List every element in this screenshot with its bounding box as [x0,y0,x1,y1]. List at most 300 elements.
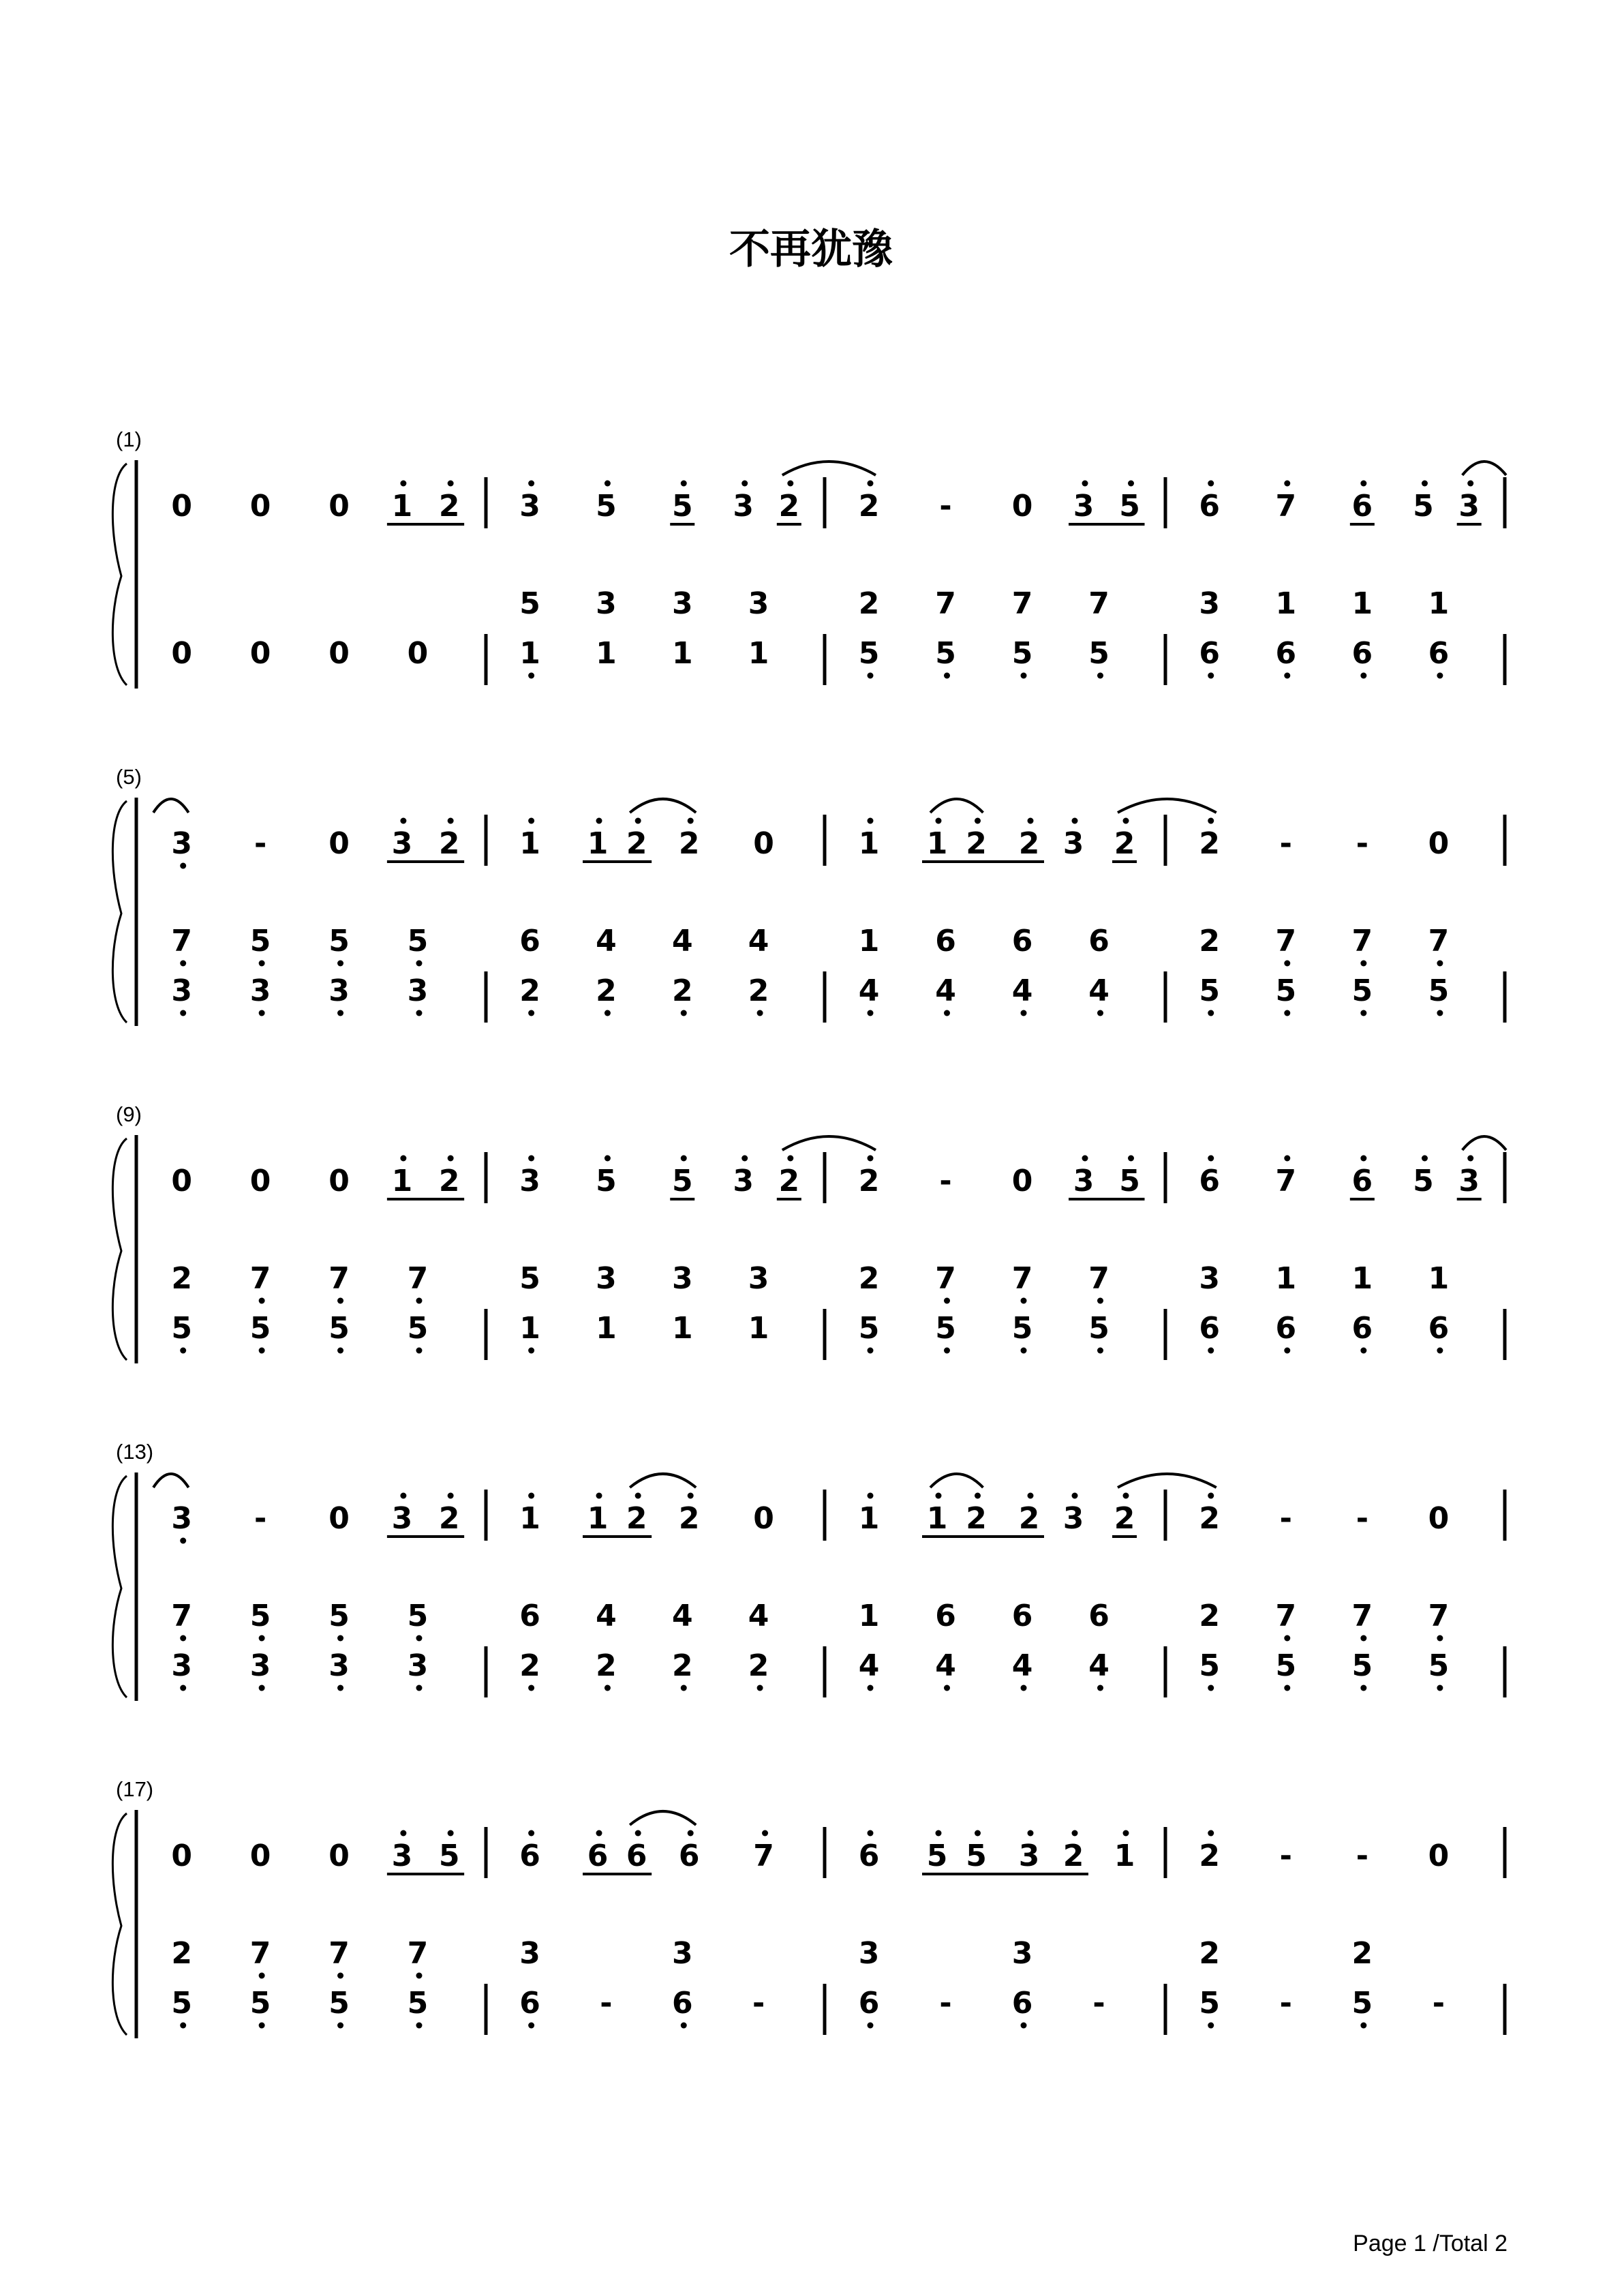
lower-chord-bottom: 1 [748,1311,769,1346]
upper-note-octave-dot [635,818,641,824]
tie-arc [1118,799,1216,813]
upper-note-octave-dot [1028,1830,1034,1837]
lower-chord-top: 7 [935,1261,956,1296]
upper-note: 7 [1275,489,1297,524]
upper-note: 0 [249,1839,271,1873]
upper-note-octave-dot [1123,1493,1129,1499]
upper-note: 5 [596,1164,617,1198]
upper-note-octave-dot [1028,818,1034,824]
lower-chord-bottom-octave-dot [1360,2023,1366,2029]
lower-chord-top: 7 [1351,924,1373,958]
upper-note-octave-dot [1208,818,1214,824]
lower-chord-bottom-octave-dot [1021,673,1027,679]
upper-note: 5 [671,1164,693,1198]
lower-chord-bottom: 5 [249,1311,271,1346]
measure-number: (13) [116,1440,154,1464]
lower-chord-top: 3 [519,1936,540,1971]
upper-note: 2 [626,826,647,861]
upper-note-octave-dot [868,1493,874,1499]
tie-arc [782,462,876,475]
lower-chord-bottom-octave-dot [868,673,874,679]
lower-chord-bottom: 5 [1428,1648,1450,1683]
upper-note-octave-dot [762,1830,768,1837]
lower-note: - [1092,1986,1105,2021]
upper-note-octave-dot [180,1538,186,1544]
upper-note: 5 [671,489,693,524]
lower-chord-bottom-octave-dot [1021,1010,1027,1016]
upper-note: 1 [519,826,540,861]
lower-chord-bottom: 6 [1428,636,1450,671]
lower-note: - [1432,1986,1445,2021]
lower-chord-top: 7 [1011,1261,1033,1296]
upper-note-octave-dot [868,1830,874,1837]
lower-chord-bottom: 3 [249,1648,271,1683]
lower-chord-bottom: 5 [171,1986,193,2021]
lower-chord-top: 2 [171,1261,193,1296]
lower-chord-bottom: 5 [407,1311,429,1346]
system-brace [112,464,127,685]
upper-note: 2 [966,1501,987,1536]
lower-chord-top-octave-dot [1284,1635,1290,1642]
upper-note-octave-dot [1072,1830,1078,1837]
lower-chord-top-octave-dot [1284,961,1290,967]
lower-chord-bottom-octave-dot [1437,1685,1443,1691]
lower-chord-bottom: 6 [519,1986,540,2021]
lower-chord-bottom: 3 [328,1648,350,1683]
upper-note-octave-dot [688,1493,694,1499]
lower-chord-top: 2 [858,1261,880,1296]
upper-note-octave-dot [635,1493,641,1499]
upper-note: 0 [328,489,350,524]
lower-chord-bottom: 1 [519,636,540,671]
lower-note: - [1279,1986,1292,2021]
upper-note-octave-dot [1208,1155,1214,1162]
upper-note: 2 [1114,826,1135,861]
upper-note: 6 [519,1839,540,1873]
lower-chord-top: 7 [1011,586,1033,621]
upper-note-octave-dot [975,1493,981,1499]
lower-chord-top: 5 [249,1599,271,1633]
upper-note-octave-dot [596,1830,602,1837]
lower-chord-bottom-octave-dot [1021,2023,1027,2029]
lower-chord-bottom-octave-dot [1208,1685,1214,1691]
tie-arc [630,799,696,813]
lower-chord-bottom: 6 [858,1986,880,2021]
lower-note: - [752,1986,765,2021]
lower-chord-bottom-octave-dot [757,1685,763,1691]
upper-note-octave-dot [400,1155,406,1162]
lower-chord-bottom: 4 [1088,973,1110,1008]
lower-chord-bottom-octave-dot [681,1685,687,1691]
lower-chord-bottom: 2 [671,1648,693,1683]
tie-arc [782,1136,876,1150]
lower-chord-top: 3 [1199,586,1221,621]
lower-chord-bottom-octave-dot [528,673,534,679]
lower-chord-bottom-octave-dot [416,1010,422,1016]
tie-arc [153,1474,189,1487]
lower-chord-bottom-octave-dot [757,1010,763,1016]
upper-note: 0 [171,1839,193,1873]
lower-chord-top: 4 [596,1599,617,1633]
lower-chord-top: 7 [1351,1599,1373,1633]
upper-note: 2 [966,826,987,861]
upper-note-octave-dot [448,1155,454,1162]
lower-chord-top: 1 [1428,586,1450,621]
lower-chord-bottom: 3 [249,973,271,1008]
lower-chord-top: 3 [596,586,617,621]
lower-chord-bottom: 5 [407,1986,429,2021]
page-title: 不再犹豫 [729,226,893,273]
lower-chord-bottom-octave-dot [528,2023,534,2029]
lower-chord-top-octave-dot [416,1973,422,1979]
upper-note: 1 [391,1164,413,1198]
upper-note-octave-dot [741,1155,748,1162]
lower-chord-bottom: 1 [519,1311,540,1346]
lower-chord-top-octave-dot [259,1973,265,1979]
lower-chord-top: 3 [748,1261,769,1296]
upper-note-octave-dot [1467,481,1473,487]
lower-chord-bottom: 1 [671,1311,693,1346]
lower-chord-bottom: 5 [858,636,880,671]
lower-chord-bottom: 3 [171,1648,193,1683]
upper-note: 5 [596,489,617,524]
upper-note-octave-dot [528,1155,534,1162]
lower-chord-bottom: 2 [671,973,693,1008]
lower-note: 0 [328,636,350,671]
system-brace [112,1813,127,2035]
upper-note-octave-dot [635,1830,641,1837]
lower-chord-bottom: 2 [596,973,617,1008]
lower-chord-top: 5 [328,1599,350,1633]
lower-chord-bottom-octave-dot [337,1010,343,1016]
lower-chord-bottom-octave-dot [259,2023,265,2029]
lower-chord-bottom-octave-dot [1097,1010,1103,1016]
lower-chord-bottom-octave-dot [416,1348,422,1354]
upper-note-octave-dot [787,481,793,487]
lower-chord-top: 7 [328,1261,350,1296]
upper-note: 0 [1428,1839,1450,1873]
lower-chord-bottom: 6 [1428,1311,1450,1346]
upper-note: 2 [438,489,460,524]
measure-number: (1) [116,427,142,451]
lower-chord-top: 6 [935,924,956,958]
tie-arc [630,1474,696,1487]
upper-note: 6 [678,1839,700,1873]
upper-note-octave-dot [1208,1830,1214,1837]
lower-chord-bottom: 5 [1351,973,1373,1008]
lower-chord-bottom-octave-dot [868,2023,874,2029]
lower-chord-top: 7 [1428,924,1450,958]
lower-chord-bottom-octave-dot [180,1010,186,1016]
upper-note-octave-dot [975,1830,981,1837]
lower-chord-top: 3 [671,1936,693,1971]
lower-chord-top: 7 [328,1936,350,1971]
upper-note: 1 [858,1501,880,1536]
upper-note-octave-dot [688,1830,694,1837]
upper-note: - [939,1164,952,1198]
lower-chord-bottom: 5 [1275,973,1297,1008]
upper-note-octave-dot [868,818,874,824]
upper-note: 2 [438,826,460,861]
upper-note: 3 [171,826,193,861]
upper-note-octave-dot [1208,481,1214,487]
upper-note: 6 [1199,1164,1221,1198]
upper-note: 2 [1199,1839,1221,1873]
upper-note: 6 [1351,489,1373,524]
lower-chord-top-octave-dot [1437,961,1443,967]
upper-note-octave-dot [400,818,406,824]
lower-chord-bottom: 5 [328,1986,350,2021]
lower-chord-bottom: 5 [1275,1648,1297,1683]
upper-note-octave-dot [1123,818,1129,824]
lower-chord-bottom: 5 [935,636,956,671]
lower-chord-bottom-octave-dot [1360,1685,1366,1691]
lower-chord-top: 7 [249,1936,271,1971]
lower-note: 0 [171,636,193,671]
lower-chord-bottom-octave-dot [944,1010,950,1016]
lower-chord-bottom: 6 [1199,636,1221,671]
lower-chord-bottom: 2 [596,1648,617,1683]
upper-note-octave-dot [741,481,748,487]
upper-note: 0 [171,489,193,524]
lower-chord-top: 2 [1199,924,1221,958]
lower-chord-top: 1 [1351,586,1373,621]
lower-note: - [939,1986,952,2021]
upper-note: 0 [328,1501,350,1536]
lower-chord-top: 7 [1275,924,1297,958]
lower-chord-bottom-octave-dot [1284,1348,1290,1354]
tie-arc [930,799,983,813]
lower-chord-top-octave-dot [337,1298,343,1304]
lower-chord-top: 3 [1199,1261,1221,1296]
lower-chord-bottom: 6 [1351,1311,1373,1346]
upper-note-octave-dot [1123,1830,1129,1837]
lower-chord-bottom-octave-dot [605,1685,611,1691]
upper-note: 2 [626,1501,647,1536]
lower-chord-top: 2 [171,1936,193,1971]
lower-chord-bottom-octave-dot [1360,1348,1366,1354]
system-brace [112,801,127,1023]
upper-note-octave-dot [1422,1155,1428,1162]
lower-chord-top: 2 [1199,1936,1221,1971]
upper-note-octave-dot [1082,481,1088,487]
upper-note: 2 [858,1164,880,1198]
upper-note: 6 [1351,1164,1373,1198]
tie-arc [1463,1136,1506,1150]
lower-chord-bottom: 2 [748,1648,769,1683]
measure-number: (9) [116,1102,142,1126]
upper-note: 0 [753,826,774,861]
lower-chord-bottom: 4 [858,973,880,1008]
lower-chord-bottom-octave-dot [1437,673,1443,679]
lower-chord-bottom-octave-dot [337,1348,343,1354]
lower-chord-top-octave-dot [1097,1298,1103,1304]
upper-note-octave-dot [400,481,406,487]
lower-chord-bottom: 4 [1011,973,1033,1008]
upper-note-octave-dot [681,1155,687,1162]
lower-chord-bottom: 5 [1428,973,1450,1008]
lower-chord-bottom-octave-dot [180,1685,186,1691]
lower-note: 0 [249,636,271,671]
lower-chord-bottom: 2 [519,1648,540,1683]
measure-number: (5) [116,765,142,789]
lower-chord-top: 7 [1088,1261,1110,1296]
lower-chord-top: 4 [671,924,693,958]
tie-arc [153,799,189,813]
upper-note-octave-dot [936,818,942,824]
lower-chord-bottom: 6 [1351,636,1373,671]
upper-note-octave-dot [1028,1493,1034,1499]
lower-chord-top: 1 [1275,1261,1297,1296]
upper-note: 5 [926,1839,948,1873]
lower-chord-bottom: 2 [519,973,540,1008]
upper-note: 1 [926,826,948,861]
lower-chord-bottom: 5 [1199,1648,1221,1683]
lower-chord-bottom-octave-dot [528,1685,534,1691]
lower-chord-top: 6 [1088,924,1110,958]
upper-note: 6 [587,1839,609,1873]
upper-note-octave-dot [596,818,602,824]
lower-chord-top-octave-dot [944,1298,950,1304]
upper-note: 3 [519,1164,540,1198]
upper-note-octave-dot [1360,1155,1366,1162]
lower-chord-top: 7 [407,1936,429,1971]
lower-chord-bottom: 6 [1275,1311,1297,1346]
upper-note: 7 [753,1839,774,1873]
lower-chord-top-octave-dot [259,961,265,967]
lower-chord-bottom-octave-dot [1360,1010,1366,1016]
lower-chord-bottom: 4 [935,973,956,1008]
lower-chord-top: 4 [596,924,617,958]
lower-chord-top-octave-dot [259,1298,265,1304]
lower-chord-top: 1 [1428,1261,1450,1296]
upper-note: 3 [391,1839,413,1873]
upper-note: 1 [1114,1839,1135,1873]
lower-note: 0 [407,636,429,671]
upper-note-octave-dot [400,1830,406,1837]
upper-note-octave-dot [868,1155,874,1162]
upper-note: 2 [438,1164,460,1198]
lower-chord-bottom-octave-dot [868,1348,874,1354]
lower-chord-bottom: 1 [596,636,617,671]
lower-chord-bottom: 3 [328,973,350,1008]
upper-note: 2 [438,1501,460,1536]
lower-chord-top: 7 [171,924,193,958]
lower-chord-bottom: 5 [1199,973,1221,1008]
upper-note: 5 [966,1839,987,1873]
upper-note: 1 [391,489,413,524]
upper-note: 0 [328,826,350,861]
upper-note-octave-dot [868,481,874,487]
lower-chord-top: 7 [1428,1599,1450,1633]
system-brace [112,1138,127,1360]
upper-note: - [254,1501,267,1536]
upper-note: - [254,826,267,861]
lower-chord-top-octave-dot [1021,1298,1027,1304]
lower-chord-top: 7 [1088,586,1110,621]
upper-note: 0 [249,489,271,524]
upper-note: 0 [171,1164,193,1198]
upper-note: 0 [1428,1501,1450,1536]
upper-note: 3 [1073,1164,1095,1198]
upper-note-octave-dot [1360,481,1366,487]
upper-note: 1 [926,1501,948,1536]
upper-note-octave-dot [528,481,534,487]
lower-chord-bottom-octave-dot [259,1685,265,1691]
upper-note-octave-dot [180,863,186,869]
lower-chord-top-octave-dot [1360,1635,1366,1642]
lower-chord-bottom-octave-dot [1208,1010,1214,1016]
lower-chord-bottom-octave-dot [337,2023,343,2029]
lower-chord-top-octave-dot [337,961,343,967]
upper-note-octave-dot [936,1493,942,1499]
upper-note: 5 [1119,1164,1140,1198]
tie-arc [1463,462,1506,475]
tie-arc [630,1811,696,1825]
lower-chord-bottom: 3 [407,1648,429,1683]
upper-note: - [1356,1501,1368,1536]
upper-note-octave-dot [448,481,454,487]
upper-note: 2 [678,1501,700,1536]
lower-chord-top: 3 [596,1261,617,1296]
upper-note-octave-dot [1284,481,1290,487]
upper-note: 3 [171,1501,193,1536]
upper-note: 1 [519,1501,540,1536]
lower-chord-bottom-octave-dot [180,2023,186,2029]
lower-chord-bottom: 3 [171,973,193,1008]
tie-arc [1118,1474,1216,1487]
lower-chord-bottom: 5 [935,1311,956,1346]
lower-chord-bottom-octave-dot [944,1348,950,1354]
upper-note: - [1279,1501,1292,1536]
lower-chord-top: 7 [171,1599,193,1633]
lower-chord-top: 3 [858,1936,880,1971]
lower-chord-bottom-octave-dot [416,2023,422,2029]
upper-note: - [1356,1839,1368,1873]
lower-chord-top: 1 [1351,1261,1373,1296]
lower-chord-bottom: 6 [1011,1986,1033,2021]
upper-note: 2 [778,489,800,524]
lower-chord-bottom-octave-dot [944,673,950,679]
upper-note-octave-dot [400,1493,406,1499]
lower-chord-top: 5 [407,924,429,958]
upper-note-octave-dot [1208,1493,1214,1499]
upper-note: 2 [1018,826,1040,861]
lower-chord-bottom-octave-dot [259,1348,265,1354]
upper-note-octave-dot [1422,481,1428,487]
upper-note: 5 [1413,1164,1434,1198]
lower-chord-bottom: 6 [1275,636,1297,671]
lower-chord-bottom: 5 [1011,1311,1033,1346]
lower-chord-bottom: 4 [858,1648,880,1683]
lower-chord-bottom-octave-dot [944,1685,950,1691]
upper-note: 3 [1018,1839,1040,1873]
lower-chord-top: 6 [519,924,540,958]
upper-note-octave-dot [448,1493,454,1499]
upper-note: 0 [753,1501,774,1536]
upper-note-octave-dot [1128,481,1134,487]
upper-note-octave-dot [1072,1493,1078,1499]
upper-note: 3 [1458,1164,1480,1198]
lower-chord-bottom: 5 [1088,1311,1110,1346]
upper-note-octave-dot [936,1830,942,1837]
lower-chord-bottom-octave-dot [605,1010,611,1016]
lower-chord-top-octave-dot [1360,961,1366,967]
upper-note-octave-dot [528,818,534,824]
upper-note: 0 [328,1164,350,1198]
lower-chord-top: 5 [249,924,271,958]
lower-chord-top-octave-dot [416,961,422,967]
